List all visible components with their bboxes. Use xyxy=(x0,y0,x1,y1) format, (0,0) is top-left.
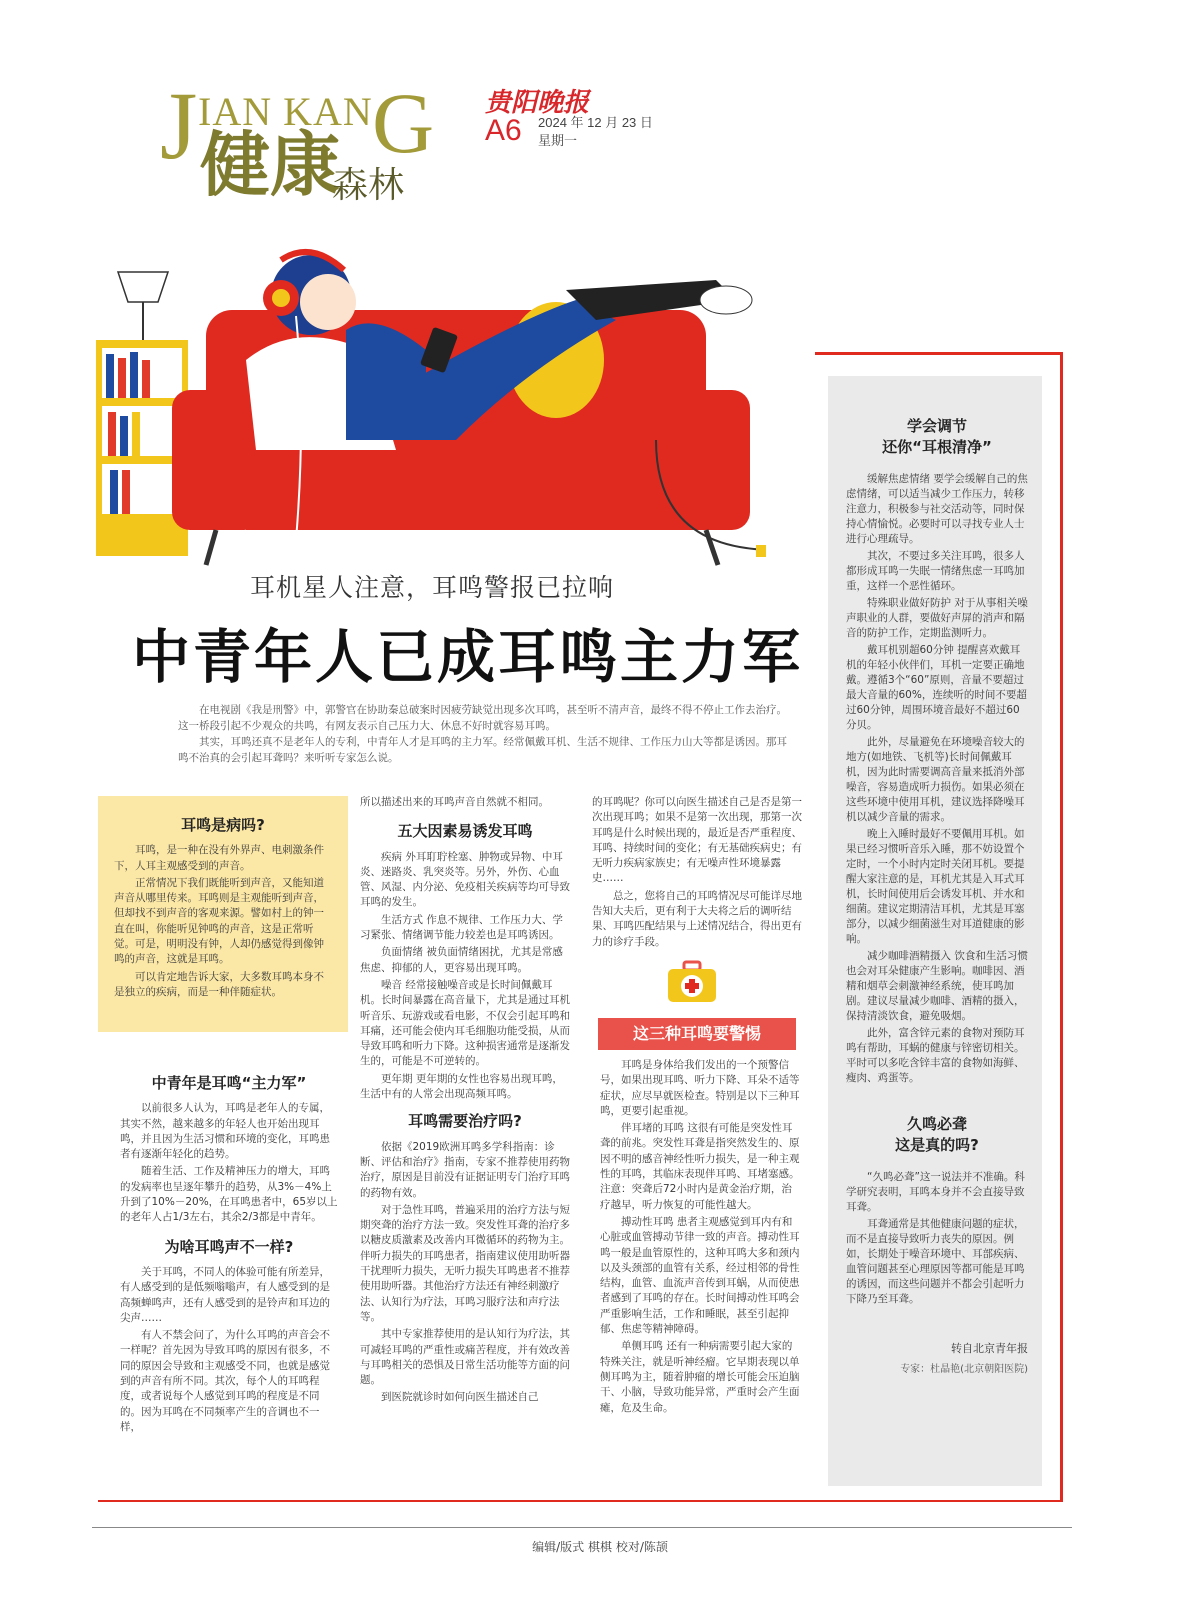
body-paragraph: 关于耳鸣，不同人的体验可能有所差异，有人感受到的是低频嗡嗡声，有人感受到的是高频蝉鸣声，还有人感受到的是铃声和耳边的尖声…… xyxy=(120,1265,330,1324)
body-paragraph: 生活方式 作息不规律、工作压力大、学习紧张、情绪调节能力较差也是耳鸣诱因。 xyxy=(360,913,563,942)
sidebar-paragraph: 减少咖啡酒精摄入 饮食和生活习惯也会对耳朵健康产生影响。咖啡因、酒精和烟草会刺激神经系统，使耳鸣加剧。建议尽量减少咖啡、酒精的摄入，保持清淡饮食，避免吸烟。 xyxy=(846,950,1028,1022)
sidebar-heading-adjust xyxy=(846,416,1028,458)
sidebar-box-is-disease xyxy=(98,796,348,1032)
body-paragraph: 总之，您将自己的耳鸣情况尽可能详尽地告知大夫后，更有利于大夫将之后的调听结果、耳鸣匹配结果与上述情况结合，得出更有力的诊疗手段。 xyxy=(592,889,802,948)
warning-banner: 这三种耳鸣要警惕 xyxy=(598,1018,796,1050)
sidebar-heading-line: 这是真的吗? xyxy=(895,1136,979,1154)
sidebar-paragraph: 缓解焦虑情绪 要学会缓解自己的焦虑情绪，可以适当减少工作压力，转移注意力，积极参与社交活动等，同时保持心情愉悦。必要时可以寻找专业人士进行心理疏导。 xyxy=(846,473,1028,545)
body-paragraph: 耳鸣是身体给我们发出的一个预警信号，如果出现耳鸣、听力下降、耳朵不适等症状，应尽早就医检查。特别是以下三种耳鸣，更要引起重视。 xyxy=(600,1059,800,1117)
sidebar-heading-line: 久鸣必聋 xyxy=(906,1115,967,1133)
subhead-five-factors: 五大因素易诱发耳鸣 xyxy=(397,822,533,841)
article-headline: 中青年人已成耳鸣主力军 xyxy=(132,623,804,691)
body-paragraph: 搏动性耳鸣 患者主观感觉到耳内有和心脏或血管搏动节律一致的声音。搏动性耳鸣一般是血管原性的，这种耳鸣大多和颈内以及头颈部的血管有关系，经过相邻的骨性结构，血管、血流声音传到耳蜗，从而使患者感到了耳鸣的存在。长时间搏动性耳鸣会严重影响生活，工作和睡眠，甚至引起抑郁、焦虑等精神障碍。 xyxy=(600,1215,800,1336)
footer-credits: 编辑/版式 棋棋 校对/陈颉 xyxy=(532,1540,668,1554)
body-paragraph: 其中专家推荐使用的是认知行为疗法，其可减轻耳鸣的严重性或痛苦程度，并有效改善与耳鸣相关的恐惧及日常生活功能等方面的问题。 xyxy=(360,1328,570,1387)
subhead-why-different: 为啥耳鸣声不一样? xyxy=(164,1237,294,1256)
subhead-need-treatment: 耳鸣需要治疗吗? xyxy=(408,1112,522,1131)
page-number: A6 xyxy=(485,114,522,147)
lead-paragraph: 其实，耳鸣还真不是老年人的专利，中青年人才是耳鸣的主力军。经常佩戴耳机、生活不规律、工作压力山大等都是诱因。那耳鸣不治真的会引起耳聋吗？来听听专家怎么说。 xyxy=(178,736,787,764)
sidebar-heading-line: 还你“耳根清净” xyxy=(882,438,992,456)
sidebar-heading-deafness xyxy=(846,1114,1028,1156)
body-paragraph: 单侧耳鸣 还有一种病需要引起大家的特殊关注，就是听神经瘤。它早期表现以单侧耳鸣为主，随着肿瘤的增长可能会压迫脑干、小脑，导致功能异常，严重时会产生面瘫，危及生命。 xyxy=(600,1340,800,1414)
column-2 xyxy=(360,795,570,1408)
first-aid-kit-icon xyxy=(666,960,718,1004)
article-lead xyxy=(178,702,788,766)
red-frame-vertical xyxy=(1060,354,1063,1502)
red-frame-bottom xyxy=(98,1500,1062,1502)
publication-date: 2024 年 12 月 23 日 xyxy=(538,115,653,130)
body-paragraph: 更年期 更年期的女性也容易出现耳鸣，生活中有的人常会出现高频耳鸣。 xyxy=(360,1072,563,1101)
expert-credit: 专家：杜晶艳(北京朝阳医院) xyxy=(900,1364,1028,1375)
body-paragraph: 疾病 外耳耵聍栓塞、肿物或异物、中耳炎、迷路炎、乳突炎等。另外，外伤、心血管、风湿、内分泌、免疫相关疾病等均可导致耳鸣的发生。 xyxy=(360,850,570,909)
section-subtitle: 森林 xyxy=(332,165,405,206)
subhead-is-disease: 耳鸣是病吗? xyxy=(181,816,265,834)
body-paragraph: 到医院就诊时如何向医生描述自己 xyxy=(381,1391,539,1404)
sidebar-paragraph: 戴耳机别超60分钟 提醒喜欢戴耳机的年轻小伙伴们，耳机一定要正确地戴。遵循3个“60”原则，音量不要超过最大音量的60%，连续听的时间不要超过60分钟，周围环境音最好不超过60分贝。 xyxy=(846,644,1027,731)
publication-weekday: 星期一 xyxy=(538,133,578,148)
body-paragraph: 依据《2019欧洲耳鸣多学科指南：诊断、评估和治疗》指南，专家不推荐使用药物治疗，原因是目前没有证据证明专门治疗耳鸣的药物有效。 xyxy=(360,1140,570,1199)
body-paragraph: 对于急性耳鸣，普遍采用的治疗方法与短期突聋的治疗方法一致。突发性耳聋的治疗多以糖皮质激素及改善内耳微循环的药物为主。伴听力损失的耳鸣患者，指南建议使用助听器干扰理听力损失，无听力损失耳鸣患者不推荐使用助听器。其他治疗方法还有神经刺激疗法、认知行为疗法，耳鸣习服疗法和声疗法等。 xyxy=(360,1203,570,1323)
paper-name: 贵阳晚报 xyxy=(485,88,590,118)
body-paragraph: 随着生活、工作及精神压力的增大，耳鸣的发病率也呈逐年攀升的趋势，从3%－4%上升到了10%－20%，在耳鸣患者中，65岁以上的老年人占1/3左右，其余2/3都是中青年。 xyxy=(120,1165,338,1224)
body-paragraph: 有人不禁会问了，为什么耳鸣的声音会不一样呢？首先因为导致耳鸣的原因有很多，不同的原因会导致和主观感受不同，也就是感觉到的声音有所不同。其次，每个人的耳鸣程度，或者说每个人感觉到耳鸣的程度是不同的。因为耳鸣在不同频率产生的音调也不一样， xyxy=(120,1329,330,1433)
section-title: 健康 xyxy=(200,124,340,206)
body-paragraph: 可以肯定地告诉大家，大多数耳鸣本身不是独立的疾病，而是一种伴随症状。 xyxy=(114,970,324,998)
masthead-letter-j: J xyxy=(160,72,198,179)
lead-paragraph: 在电视剧《我是刑警》中，郭警官在协助秦总破案时因疲劳缺觉出现多次耳鸣，甚至听不清声音，最终不得不停止工作去治疗。这一桥段引起不少观众的共鸣，有网友表示自己压力大、休息不好时就容易耳鸣。 xyxy=(178,704,787,732)
sidebar-gray xyxy=(828,376,1042,1486)
body-paragraph: 耳鸣，是一种在没有外界声、电刺激条件下，人耳主观感受到的声音。 xyxy=(114,844,324,872)
body-paragraph: 所以描述出来的耳鸣声音自然就不相同。 xyxy=(360,796,549,808)
column-3-bottom xyxy=(600,1058,800,1418)
body-paragraph: 负面情绪 被负面情绪困扰，尤其是常感焦虑、抑郁的人，更容易出现耳鸣。 xyxy=(360,946,563,974)
column-1 xyxy=(120,1070,338,1437)
masthead-letters-mid: IAN KAN xyxy=(198,89,373,134)
article-kicker: 耳机星人注意，耳鸣警报已拉响 xyxy=(250,573,615,602)
sidebar-paragraph: 此外，尽量避免在环境噪音较大的地方(如地铁、飞机等)长时间佩戴耳机，因为此时需要调高音量来抵消外部噪音，容易造成听力损伤。如果必须在这些环境中使用耳机，建议选择降噪耳机以减少音量的需求。 xyxy=(846,736,1025,823)
sidebar-paragraph: “久鸣必聋”这一说法并不准确。科学研究表明，耳鸣本身并不会直接导致耳聋。 xyxy=(846,1171,1025,1213)
body-paragraph: 噪音 经常接触噪音或是长时间佩戴耳机。长时间暴露在高音量下，尤其是通过耳机听音乐、玩游戏或看电影，不仅会引起耳鸣和耳痛，还可能会使内耳毛细胞功能受损，从而导致耳鸣和听力下降。这种损害通常是逐渐发生的，可能是不可逆转的。 xyxy=(360,978,570,1068)
column-3-top xyxy=(592,795,802,952)
sidebar-paragraph: 此外，富含锌元素的食物对预防耳鸣有帮助，耳蜗的健康与锌密切相关。平时可以多吃含锌丰富的食物如海鲜、瘦肉、鸡蛋等。 xyxy=(846,1027,1025,1084)
sidebar-paragraph: 耳聋通常是其他健康问题的症状，而不是直接导致听力丧失的原因。例如，长期处于噪音环境中、耳部疾病、血管问题甚至心理原因等都可能是耳鸣的诱因，而这些问题并不都会引起听力下降乃至耳聋。 xyxy=(846,1218,1025,1305)
source-credit: 转自北京青年报 xyxy=(951,1342,1028,1355)
sidebar-paragraph: 晚上入睡时最好不要佩用耳机。如果已经习惯听音乐入睡，那不妨设置个定时，一个小时内定时关闭耳机。要提醒大家注意的是，耳机尤其是入耳式耳机，长时间使用后会诱发耳机、并水和细菌。建议定期清洁耳机，尤其是耳塞部分，以减少细菌滋生对耳道健康的影响。 xyxy=(846,828,1025,945)
body-paragraph: 正常情况下我们既能听到声音，又能知道声音从哪里传来。耳鸣则是主观能听到声音，但却找不到声音的客观来源。譬如村上的钟一直在叫，你能听见钟鸣的声音，这是正常听觉。可是，明明没有钟，人却仍感觉得到像钟鸣的声音，这就是耳鸣。 xyxy=(114,876,324,966)
body-paragraph: 的耳鸣呢？你可以向医生描述自己是否是第一次出现耳鸣；如果不是第一次出现，那第一次耳鸣是什么时候出现的，最近是否严重程度、耳鸣、持续时间的变化；有无基础疾病史；有无听力疾病家族史；有无噪声性环境暴露史…… xyxy=(592,796,802,885)
footer-divider xyxy=(92,1527,1072,1528)
sidebar-heading-line: 学会调节 xyxy=(906,417,967,435)
red-frame-top xyxy=(815,352,1063,355)
body-paragraph: 以前很多人认为，耳鸣是老年人的专属，其实不然，越来越多的年轻人也开始出现耳鸣，并且因为生活习惯和环境的变化，耳鸣患者有逐渐年轻化的趋势。 xyxy=(120,1102,330,1161)
sidebar-paragraph: 其次，不要过多关注耳鸣，很多人都形成耳鸣一失眠一情绪焦虑一耳鸣加重，这样一个恶性循环。 xyxy=(846,550,1025,592)
masthead-letter-g: G xyxy=(372,75,435,171)
sidebar-paragraph: 特殊职业做好防护 对于从事相关噪声职业的人群，要做好声屏的消声和隔音的防护工作，定期监测听力。 xyxy=(846,597,1028,639)
body-paragraph: 伴耳堵的耳鸣 这很有可能是突发性耳聋的前兆。突发性耳聋是指突然发生的、原因不明的感音神经性听力损失，是一种主观性的耳鸣，其临床表现伴耳鸣、耳堵塞感。注意：突聋后72小时内是黄金治疗期，治疗越早，听力恢复的可能性越大。 xyxy=(600,1122,800,1211)
sofa-headphones-illustration xyxy=(96,240,766,570)
subhead-main-force: 中青年是耳鸣“主力军” xyxy=(151,1074,307,1092)
